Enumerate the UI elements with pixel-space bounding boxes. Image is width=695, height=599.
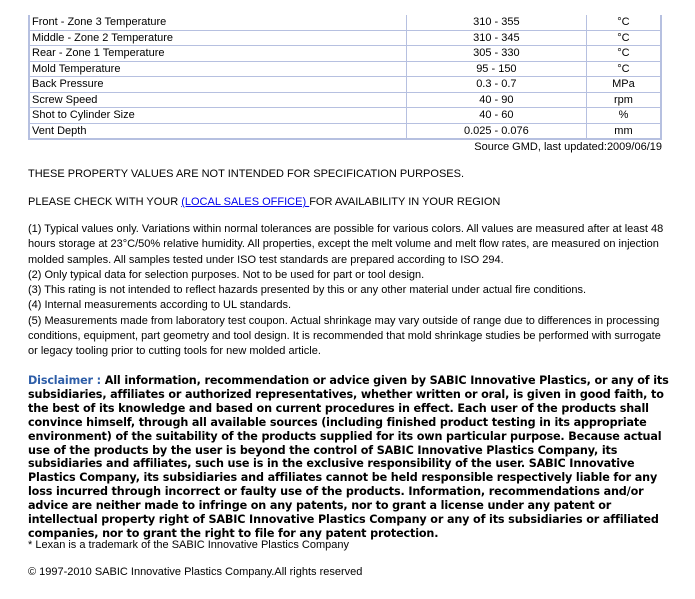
table-row	[29, 77, 661, 93]
property-value: 40 - 90	[406, 92, 586, 108]
footnotes	[28, 222, 668, 360]
property-unit: °C	[586, 61, 661, 77]
property-name: Mold Temperature	[29, 61, 406, 77]
property-name: Rear - Zone 1 Temperature	[29, 46, 406, 62]
specification-notice: THESE PROPERTY VALUES ARE NOT INTENDED FOR SPECIFICATION PURPOSES.	[28, 168, 465, 180]
disclaimer	[28, 374, 670, 541]
table-row	[29, 30, 661, 46]
property-name: Screw Speed	[29, 92, 406, 108]
property-value: 0.025 - 0.076	[406, 123, 586, 139]
property-unit: °C	[586, 15, 661, 30]
property-value: 40 - 60	[406, 108, 586, 124]
trademark-note: * Lexan is a trademark of the SABIC Innovative Plastics Company	[28, 539, 349, 551]
property-name: Front - Zone 3 Temperature	[29, 15, 406, 30]
property-name: Middle - Zone 2 Temperature	[29, 30, 406, 46]
property-name: Vent Depth	[29, 123, 406, 139]
table-row	[29, 108, 661, 124]
footnote-1: (1) Typical values only. Variations within normal tolerances are possible for various colors. All values are measured after at least 48 hours storage at 23°C/50% relative humidity. All properties, except the melt volume and melt flow rates, are measured on injection molded samples. All samples tested under ISO test standards are prepared according to ISO 294.	[28, 223, 664, 266]
availability-suffix: FOR AVAILABILITY IN YOUR REGION	[309, 196, 501, 208]
table-row	[29, 61, 661, 77]
availability-notice	[28, 196, 500, 208]
local-sales-office-link[interactable]: (LOCAL SALES OFFICE)	[181, 196, 310, 208]
source-note: Source GMD, last updated:2009/06/19	[474, 141, 662, 153]
footnote-5: (5) Measurements made from laboratory test coupon. Actual shrinkage may vary outside of range due to differences in processing conditions, equipment, part geometry and tool design. It is recommended that mold shrinkage studies be performed with surrogate or legacy tooling prior to cutting tools for new molded article.	[28, 314, 661, 358]
property-value: 310 - 345	[406, 30, 586, 46]
property-value: 0.3 - 0.7	[406, 77, 586, 93]
property-name: Back Pressure	[29, 77, 406, 93]
footnote-4: (4) Internal measurements according to UL standards.	[28, 299, 292, 312]
availability-prefix: PLEASE CHECK WITH YOUR	[28, 196, 182, 208]
property-unit: °C	[586, 30, 661, 46]
disclaimer-label: Disclaimer :	[28, 374, 105, 387]
copyright-note: © 1997-2010 SABIC Innovative Plastics Company.All rights reserved	[28, 566, 363, 578]
table-row	[29, 46, 661, 62]
property-unit: rpm	[586, 92, 661, 108]
property-unit: mm	[586, 123, 661, 139]
property-name: Shot to Cylinder Size	[29, 108, 406, 124]
table-row	[29, 92, 661, 108]
property-value: 310 - 355	[406, 15, 586, 30]
footnote-2: (2) Only typical data for selection purposes. Not to be used for part or tool design.	[28, 268, 425, 281]
footnote-3: (3) This rating is not intended to reflect hazards presented by this or any other material under actual fire conditions.	[28, 284, 587, 297]
property-value: 305 - 330	[406, 46, 586, 62]
property-value: 95 - 150	[406, 61, 586, 77]
property-unit: °C	[586, 46, 661, 62]
property-unit: %	[586, 108, 661, 124]
disclaimer-text: All information, recommendation or advice given by SABIC Innovative Plastics, or any of its subsidiaries, affiliates or authorized representatives, whether written or oral, is given in good faith, to the best of its knowledge and based on current procedures in effect. Each user of the products shall convince himself, through all available sources (including finished product testing in its appropriate environment) of the suitability of the products supplied for its own particular purpose. Because actual use of the products by the user is beyond the control of SABIC Innovative Plastics Company, its subsidiaries and affiliates, such use is in the exclusive responsibility of the user. SABIC Innovative Plastics Company, its subsidiaries and affiliates cannot be held responsible respectively liable for any loss incurred through incorrect or faulty use of the products. Information, recommendations and/or advice are neither made to infringe on any patents, nor to grant a license under any patent or intellectual property right of SABIC Innovative Plastics Company or any of its subsidiaries or affiliated companies, nor to grant the right to file for any patent protection.	[28, 374, 669, 540]
table-row	[29, 15, 661, 30]
table-row	[29, 123, 661, 139]
processing-parameters-table	[28, 15, 662, 140]
property-unit: MPa	[586, 77, 661, 93]
